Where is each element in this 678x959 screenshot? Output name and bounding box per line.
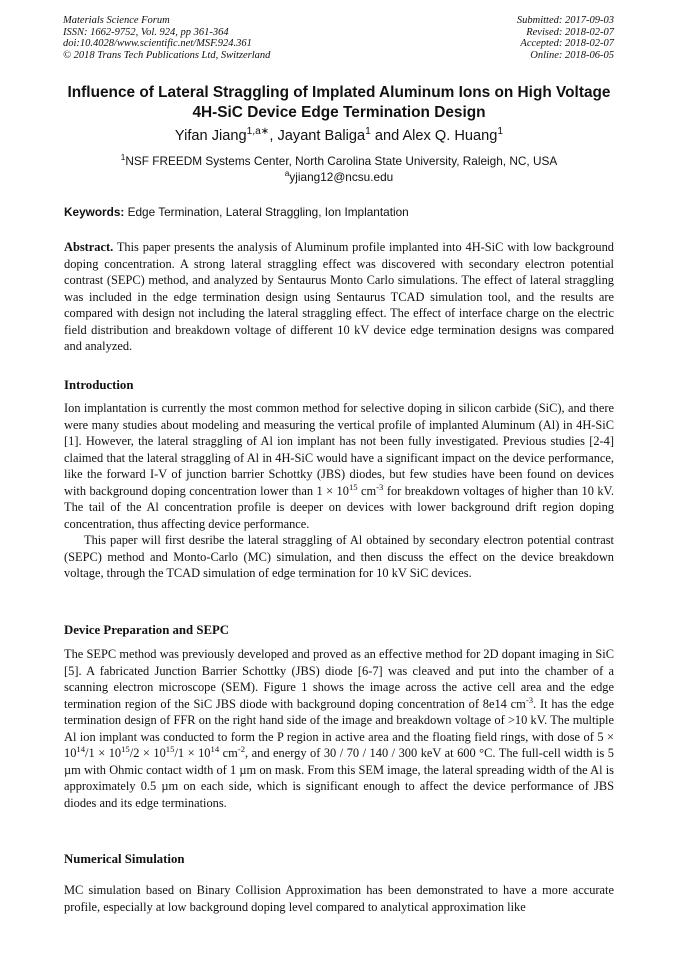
copyright-line: © 2018 Trans Tech Publications Ltd, Switzerland [63, 49, 271, 61]
numerical-simulation-body [64, 882, 614, 915]
keywords-line [64, 204, 614, 220]
exponent: 15 [165, 743, 175, 754]
keywords-label: Keywords: [64, 205, 125, 219]
author-name: Yifan Jiang [174, 128, 247, 144]
concentration-value: 1 × 10 [316, 483, 349, 498]
paragraph-text: The SEPC method was previously developed and proved as an effective method for 2D dopant imaging in SiC [5]. A fabricated Junction Barrier Schottky (JBS) diode [6-7] was cleaved and put into the chamber of a scanning electron microscope (SEM). Figure 1 shows the image across the active cell area and the edge termination region of the SiC JBS diode with background doping concentration of 8e14 cm [64, 647, 614, 711]
introduction-paragraph-1 [64, 400, 614, 532]
section-heading-introduction: Introduction [64, 378, 134, 392]
paper-title: Influence of Lateral Straggling of Implated Aluminum Ions on High Voltage 4H-SiC Device Edge Termination Design [67, 84, 611, 121]
journal-name: Materials Science Forum [63, 15, 170, 26]
doi-line: doi:10.4028/www.scientific.net/MSF.924.361 [63, 38, 252, 50]
contact-email [64, 169, 614, 185]
email-superscript: a [284, 169, 290, 179]
author-separator: , [269, 128, 278, 144]
paragraph-text: for breakdown voltages of higher than 10 kV. The tail of the Al concentration profile is deeper on devices with lower background drift region doping concentration, thus affecting device performance. [64, 483, 614, 531]
dose-value: 5 × 10 [64, 729, 614, 760]
paragraph-text: . It has the edge termination design of FFR on the right hand side of the image and breakdown voltage of >10 kV. The multiple Al ion implant was conducted to form the P region in active area and the floating field rings, with dose of [64, 696, 614, 744]
abstract-label: Abstract. [64, 240, 114, 254]
author-superscript: 1 [497, 126, 504, 138]
issn-line: ISSN: 1662-9752, Vol. 924, pp 361-364 [63, 26, 229, 38]
exponent: -3 [525, 694, 534, 705]
dose-value: 1 × 10 [88, 746, 122, 760]
exponent: -3 [376, 481, 384, 492]
journal-info [63, 15, 270, 61]
author-list [64, 127, 614, 145]
device-paragraph: The SEPC method was previously developed and proved as an effective method for 2D dopant imaging in SiC [5]. A fabricated Junction Barrier Schottky (JBS) diode [6-7] was cleaved and put into the chamber of a scanning electron microscope (SEM). Figure 1 shows the image across the active cell area and the edge termination region of the SiC JBS diode with background doping concentration of 8e14 $cm^{-3}$. It has the edge termination design of FFR on the right hand side of the image and breakdown voltage of >10 kV. The multiple Al ion implant was conducted to form the P region in active area and the floating field rings, with dose of $5 \times 10^{14}/1 \times 10^{15}/2 \times 10^{15}/1 \times 10^{14}$ $cm^{-2}$, and energy of 30 / 70 / 140 / 300 keV at 600 °C. The full-cell width is 5 µm with Ohmic contact width of 1 µm on mask. From this SEM image, the lateral spreading width of the Al is approximately 0.5 µm on each side, which is significant enough to affect the device performance of JBS diodes and its edge terminations. [64, 647, 614, 810]
section-heading-numerical-simulation: Numerical Simulation [64, 852, 185, 866]
accepted-date: Accepted: 2018-02-07 [520, 38, 614, 50]
exponent: 14 [76, 743, 86, 754]
section-heading-device-preparation: Device Preparation and SEPC [64, 623, 230, 637]
affiliation-superscript: 1 [120, 153, 126, 163]
author-superscript: 1 [365, 126, 371, 138]
unit-text: cm [222, 746, 238, 760]
dose-value: 1 × 10 [177, 746, 211, 760]
paragraph-text: , and energy of 30 / 70 / 140 / 300 keV at 600 °C. The full-cell width is 5 µm with Ohmic contact width of 1 µm on mask. From this SEM image, the lateral spreading width of the Al is approximately 0.5 µm on each side, which is significant enough to affect the device performance of JBS diodes and its edge terminations. [64, 746, 614, 810]
exponent: 14 [210, 743, 220, 754]
author-name: Jayant Baliga [277, 128, 366, 144]
author-separator: and [370, 128, 403, 144]
revised-date: Revised: 2018-02-07 [526, 26, 614, 38]
introduction-body [64, 400, 614, 582]
submitted-date: Submitted: 2017-09-03 [516, 15, 614, 26]
exponent: -2 [237, 743, 246, 754]
abstract-text: This paper presents the analysis of Aluminum profile implanted into 4H-SiC with low background doping concentration. A strong lateral straggling effect was discovered with secondary electron potential contrast (SEPC) method, and analyzed by Sentaurus Monto Carlo simulations. The effect of lateral straggling was included in the edge termination design using Sentaurus TCAD simulation tool, and the results are compared with design not including the lateral straggling effect. The effect of interface charge on the electric field distribution and breakdown voltage of different 10 kV device edge termination designs was compared and analyzed. [64, 240, 614, 353]
keywords-text: Edge Termination, Lateral Straggling, Ion Implantation [127, 205, 409, 219]
exponent: 15 [121, 743, 130, 754]
submission-dates [517, 15, 614, 61]
dose-value: 2 × 10 [133, 746, 166, 760]
exponent: 15 [348, 481, 358, 492]
numerical-paragraph: MC simulation based on Binary Collision Approximation has been demonstrated to have a more accurate profile, especially at low background doping level compared to analytical approximation like [64, 883, 614, 914]
unit-text: cm [361, 483, 377, 498]
online-date: Online: 2018-06-05 [530, 49, 614, 61]
abstract [64, 239, 614, 355]
affiliation [64, 153, 614, 169]
author-name: Alex Q. Huang [402, 128, 498, 144]
device-preparation-body [64, 646, 614, 811]
affiliation-text: NSF FREEDM Systems Center, North Carolina State University, Raleigh, NC, USA [125, 154, 558, 168]
introduction-paragraph-2: This paper will first desribe the lateral straggling of Al obtained by secondary electron potential contrast (SEPC) method and Monto-Carlo (MC) simulation, and then discuss the effect on the device breakdown voltage, through the TCAD simulation of edge termination for 10 kV SiC devices. [64, 533, 614, 580]
paragraph-text: Ion implantation is currently the most common method for selective doping in silicon carbide (SiC), and there were many studies about modeling and measuring the vertical profile of implanted Aluminum (Al) in 4H-SiC [1]. However, the lateral straggling of Al ion implant has not been fully investigated. Previous studies [2-4] claimed that the lateral straggling of Al in 4H-SiC would have a significant impact on the device performance, like the forward I-V of junction barrier Schottky (JBS) diodes, but few studies have been found on devices with background doping concentration lower than [64, 401, 614, 498]
email-text: yjiang12@ncsu.edu [289, 170, 394, 184]
author-superscript: 1,a∗ [246, 126, 270, 138]
